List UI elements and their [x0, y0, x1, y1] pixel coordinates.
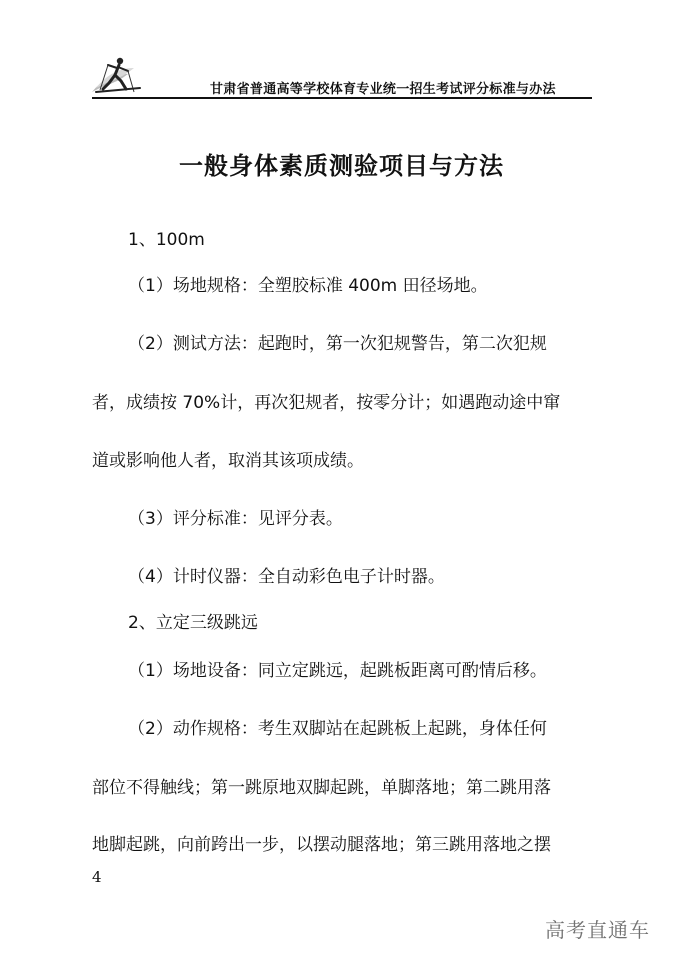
header-title: 甘肃省普通高等学校体育专业统一招生考试评分标准与办法 [210, 82, 556, 97]
paragraph-line: 者，成绩按 70%计，再次犯规者，按零分计；如遇跑动途中窜 [92, 393, 561, 413]
page-number: 4 [92, 868, 102, 886]
paragraph-line: （1）场地设备：同立定跳远，起跳板距离可酌情后移。 [128, 661, 547, 681]
paragraph-line: （2）动作规格：考生双脚站在起跳板上起跳，身体任何 [128, 719, 547, 739]
section-heading: 1、100m [128, 230, 205, 250]
section-heading: 2、立定三级跳远 [128, 613, 258, 633]
paragraph-line: （1）场地规格：全塑胶标准 400m 田径场地。 [128, 276, 488, 296]
skier-logo-icon [88, 52, 146, 98]
page-title: 一般身体素质测验项目与方法 [179, 152, 504, 180]
paragraph-line: 部位不得触线；第一跳原地双脚起跳，单脚落地；第二跳用落 [92, 778, 551, 798]
paragraph-line: （3）评分标准：见评分表。 [128, 509, 343, 529]
paragraph-line: 道或影响他人者，取消其该项成绩。 [92, 451, 364, 471]
paragraph-line: （4）计时仪器：全自动彩色电子计时器。 [128, 567, 445, 587]
watermark: 高考直通车 [545, 918, 650, 942]
paragraph-line: （2）测试方法：起跑时，第一次犯规警告，第二次犯规 [128, 334, 547, 354]
header-divider [92, 97, 592, 99]
paragraph-line: 地脚起跳，向前跨出一步，以摆动腿落地；第三跳用落地之摆 [92, 835, 551, 855]
